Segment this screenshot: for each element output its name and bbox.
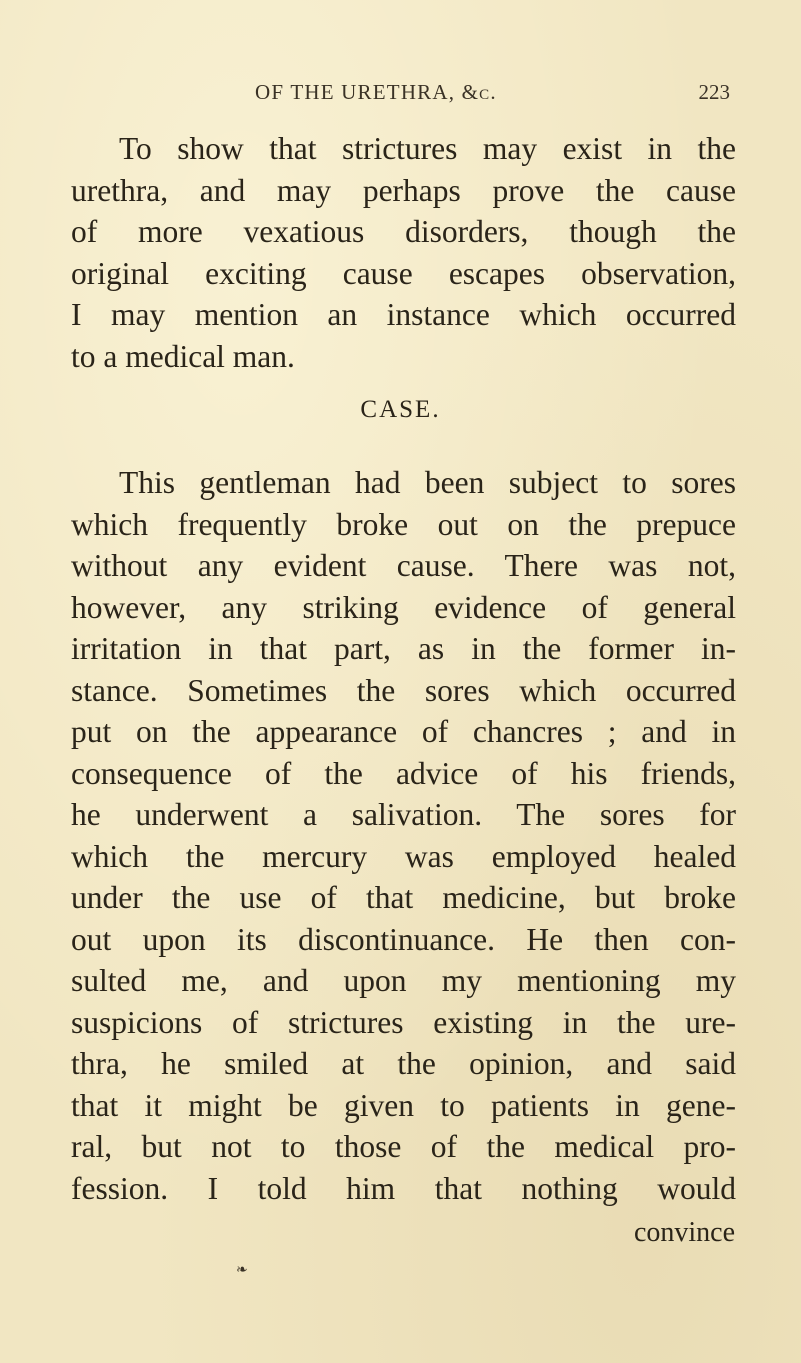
- printer-mark-icon: ❧: [236, 1262, 248, 1278]
- paragraph-intro: [71, 128, 736, 377]
- case-heading: CASE.: [360, 396, 441, 423]
- text-line: I may mention an instance which occurred: [71, 297, 736, 332]
- text-line: suspicions of strictures existing in the ure-: [71, 1004, 736, 1040]
- text-line: sulted me, and upon my mentioning my: [71, 963, 736, 998]
- text-line: however, any striking evidence of general: [71, 589, 736, 625]
- text-line: he underwent a salivation. The sores for: [71, 797, 736, 832]
- text-line: urethra, and may perhaps prove the cause: [71, 172, 736, 208]
- text-line: put on the appearance of chancres ; and in: [71, 714, 736, 749]
- paragraph-case: [71, 462, 736, 1209]
- text-line: of more vexatious disorders, though the: [71, 214, 736, 249]
- text-line: stance. Sometimes the sores which occurred: [71, 672, 736, 708]
- text-line: irritation in that part, as in the former in-: [71, 631, 736, 666]
- text-line: which frequently broke out on the prepuce: [71, 506, 736, 542]
- running-title: OF THE URETHRA, &c.: [255, 80, 497, 104]
- text-line: which the mercury was employed healed: [71, 838, 736, 874]
- running-head: [120, 80, 730, 110]
- text-line: This gentleman had been subject to sores: [119, 465, 736, 500]
- text-line: ral, but not to those of the medical pro-: [71, 1129, 736, 1164]
- text-line: fession. I told him that nothing would: [71, 1170, 736, 1206]
- text-line: that it might be given to patients in gene-: [71, 1087, 736, 1123]
- text-line: to a medical man.: [71, 338, 295, 374]
- text-line: original exciting cause escapes observation,: [71, 255, 736, 291]
- text-line: To show that strictures may exist in the: [119, 131, 736, 166]
- text-line: without any evident cause. There was not,: [71, 548, 736, 583]
- text-line: under the use of that medicine, but broke: [71, 880, 736, 915]
- text-line: out upon its discontinuance. He then con-: [71, 921, 736, 957]
- page-number: 223: [698, 80, 730, 104]
- text-line: thra, he smiled at the opinion, and said: [71, 1046, 736, 1081]
- text-line: consequence of the advice of his friends,: [71, 755, 736, 791]
- catchword: convince: [633, 1217, 735, 1248]
